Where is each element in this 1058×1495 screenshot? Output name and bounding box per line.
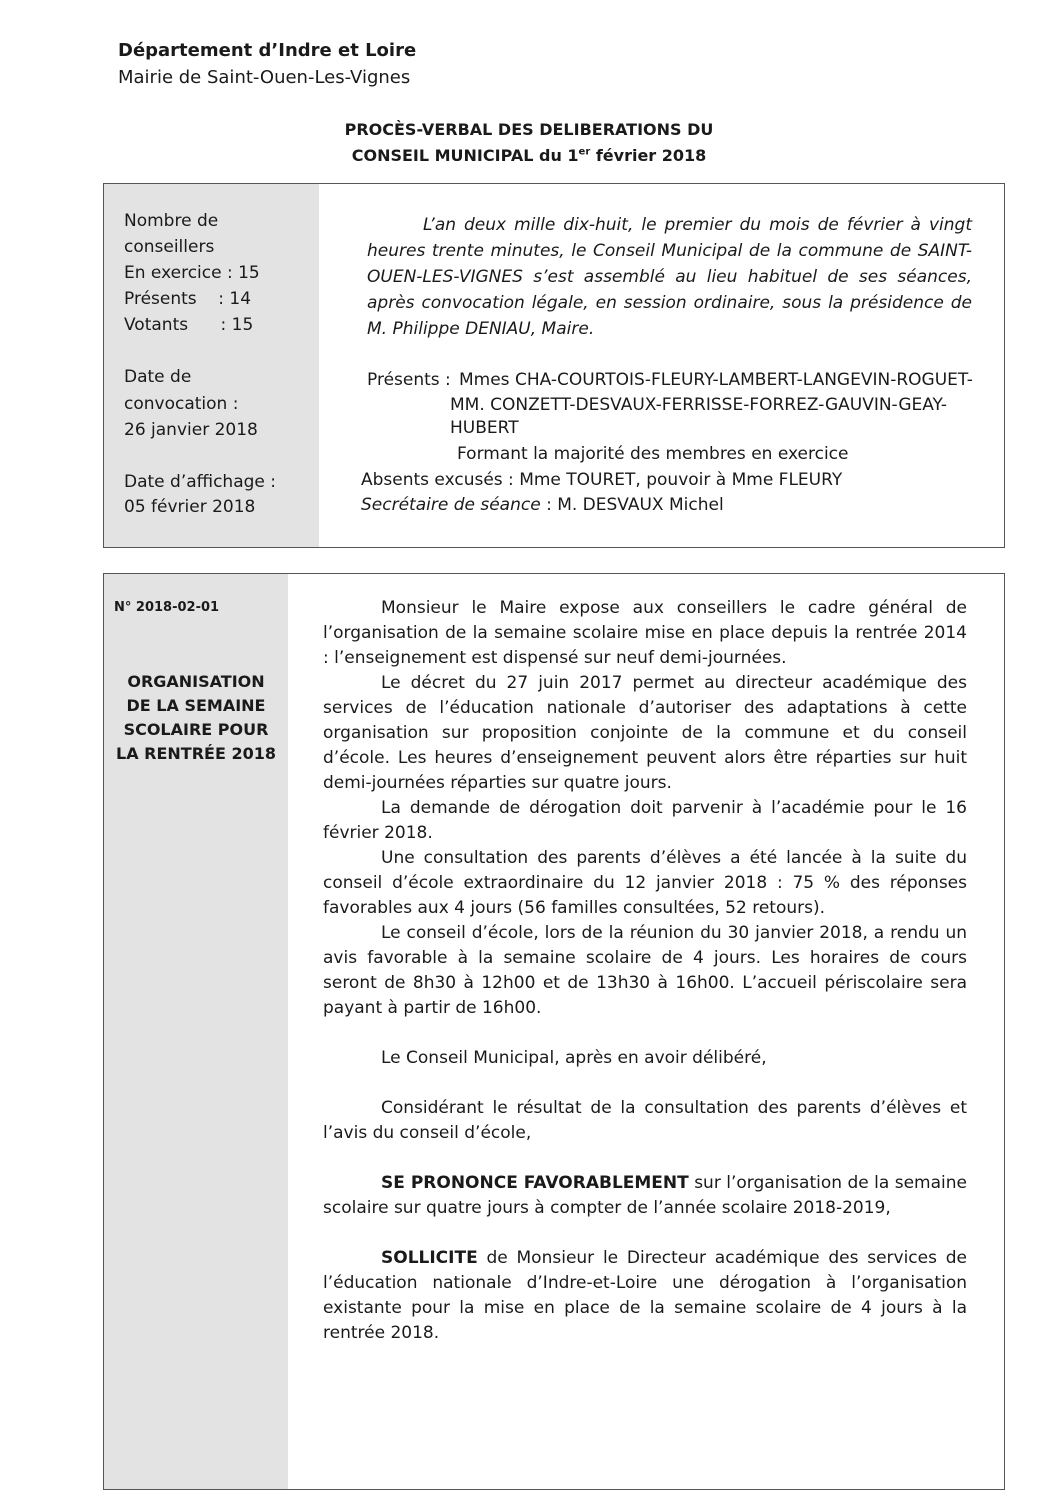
- request-text: de Monsieur le Directeur académique des services de l’éducation nationale d’Indre-et-Loire une dérogation à l’organisation existante pour la mise en place de la semaine scolaire de 4 jours à la rentrée 2018.: [323, 1248, 967, 1343]
- session-box: [103, 183, 1005, 548]
- secretaire-value: : M. DESVAUX Michel: [540, 495, 724, 515]
- decision-keyword: SE PRONONCE FAVORABLEMENT: [381, 1173, 689, 1193]
- session-sidebar: [104, 184, 319, 547]
- paragraph-cadre: Monsieur le Maire expose aux conseillers le cadre général de l’organisation de la semaine scolaire mise en place depuis la rentrée 2014 : l’enseignement est dispensé sur neuf demi-journées.: [323, 598, 967, 668]
- subject-line: SCOLAIRE POUR: [123, 720, 269, 739]
- paragraph-considerant: Considérant le résultat de la consultation des parents d’élèves et l’avis du conseil d’école,: [323, 1098, 967, 1143]
- convocation-label-1: Date de: [124, 367, 192, 387]
- mairie-name: Mairie de Saint-Ouen-Les-Vignes: [118, 67, 411, 88]
- paragraph-consultation: Une consultation des parents d’élèves a été lancée à la suite du conseil d’école extraordinaire du 12 janvier 2018 : 75 % des réponses favorables aux 4 jours (56 familles consultées, 52 retours).: [323, 848, 967, 918]
- affichage-date: 05 février 2018: [124, 497, 256, 517]
- deliberation-subject: [104, 670, 288, 766]
- deliberation-box: [103, 573, 1005, 1490]
- convocation-date: 26 janvier 2018: [124, 420, 258, 440]
- presents-label: Présents :: [367, 370, 451, 390]
- presents-mmes: Mmes CHA-COURTOIS-FLEURY-LAMBERT-LANGEVIN-ROGUET-: [459, 370, 973, 390]
- deliberation-sidebar: [104, 574, 288, 1489]
- presents-count: Présents : 14: [124, 289, 252, 309]
- secretaire-label: Secrétaire de séance: [361, 495, 541, 515]
- request-keyword: SOLLICITE: [381, 1248, 478, 1268]
- title-date: février 2018: [590, 146, 707, 165]
- document-title-line1: PROCÈS-VERBAL DES DELIBERATIONS DU: [344, 120, 714, 139]
- paragraph-delibere: Le Conseil Municipal, après en avoir délibéré,: [381, 1048, 767, 1068]
- document-title-line2: [0, 146, 1058, 165]
- deliberation-content: [323, 596, 967, 1346]
- decision-text: sur l’organisation de la semaine scolaire sur quatre jours à compter de l’année scolaire 2018-2019,: [323, 1173, 967, 1218]
- absents-text: Absents excusés : Mme TOURET, pouvoir à Mme FLEURY: [361, 470, 843, 490]
- votants-count: Votants : 15: [124, 315, 254, 335]
- subject-line: DE LA SEMAINE: [126, 696, 266, 715]
- subject-line: LA RENTRÉE 2018: [116, 744, 276, 763]
- paragraph-derogation: La demande de dérogation doit parvenir à l’académie pour le 16 février 2018.: [323, 798, 967, 843]
- affichage-label: Date d’affichage :: [124, 472, 277, 492]
- paragraph-decret: Le décret du 27 juin 2017 permet au directeur académique des services de l’éducation nationale d’autoriser des adaptations à cette organisation sur proposition conjointe de la commune et du conseil d’école. Les heures d’enseignement peuvent alors être réparties sur huit demi-journées réparties sur quatre jours.: [323, 673, 967, 793]
- presents-mm: MM. CONZETT-DESVAUX-FERRISSE-FORREZ-GAUVIN-GEAY-: [450, 395, 948, 415]
- nombre-label-1: Nombre de: [124, 211, 219, 231]
- convocation-label-2: convocation :: [124, 394, 239, 414]
- department-name: Département d’Indre et Loire: [118, 40, 417, 61]
- title-text: CONSEIL MUNICIPAL du 1: [351, 146, 579, 165]
- deliberation-number: N° 2018-02-01: [114, 600, 220, 615]
- en-exercice: En exercice : 15: [124, 263, 260, 283]
- nombre-label-2: conseillers: [124, 237, 215, 257]
- secretaire-line: [361, 495, 724, 515]
- paragraph-prononce: [323, 1171, 967, 1221]
- paragraph-conseil-ecole: Le conseil d’école, lors de la réunion du 30 janvier 2018, a rendu un avis favorable à la semaine scolaire de 4 jours. Les horaires de cours seront de 8h30 à 12h00 et de 13h30 à 16h00. L’accueil périscolaire sera payant à partir de 16h00.: [323, 923, 967, 1018]
- majorite-text: Formant la majorité des membres en exercice: [457, 444, 849, 464]
- paragraph-sollicite: [323, 1246, 967, 1346]
- presents-hubert: HUBERT: [450, 418, 519, 438]
- session-intro: L’an deux mille dix-huit, le premier du mois de février à vingt heures trente minutes, le Conseil Municipal de la commune de SAINT-OUEN-LES-VIGNES s’est assemblé au lieu habituel de ses séances, après convocation légale, en session ordinaire, sous la présidence de M. Philippe DENIAU, Maire.: [367, 215, 972, 339]
- subject-line: ORGANISATION: [127, 672, 265, 691]
- title-ordinal: er: [578, 146, 591, 158]
